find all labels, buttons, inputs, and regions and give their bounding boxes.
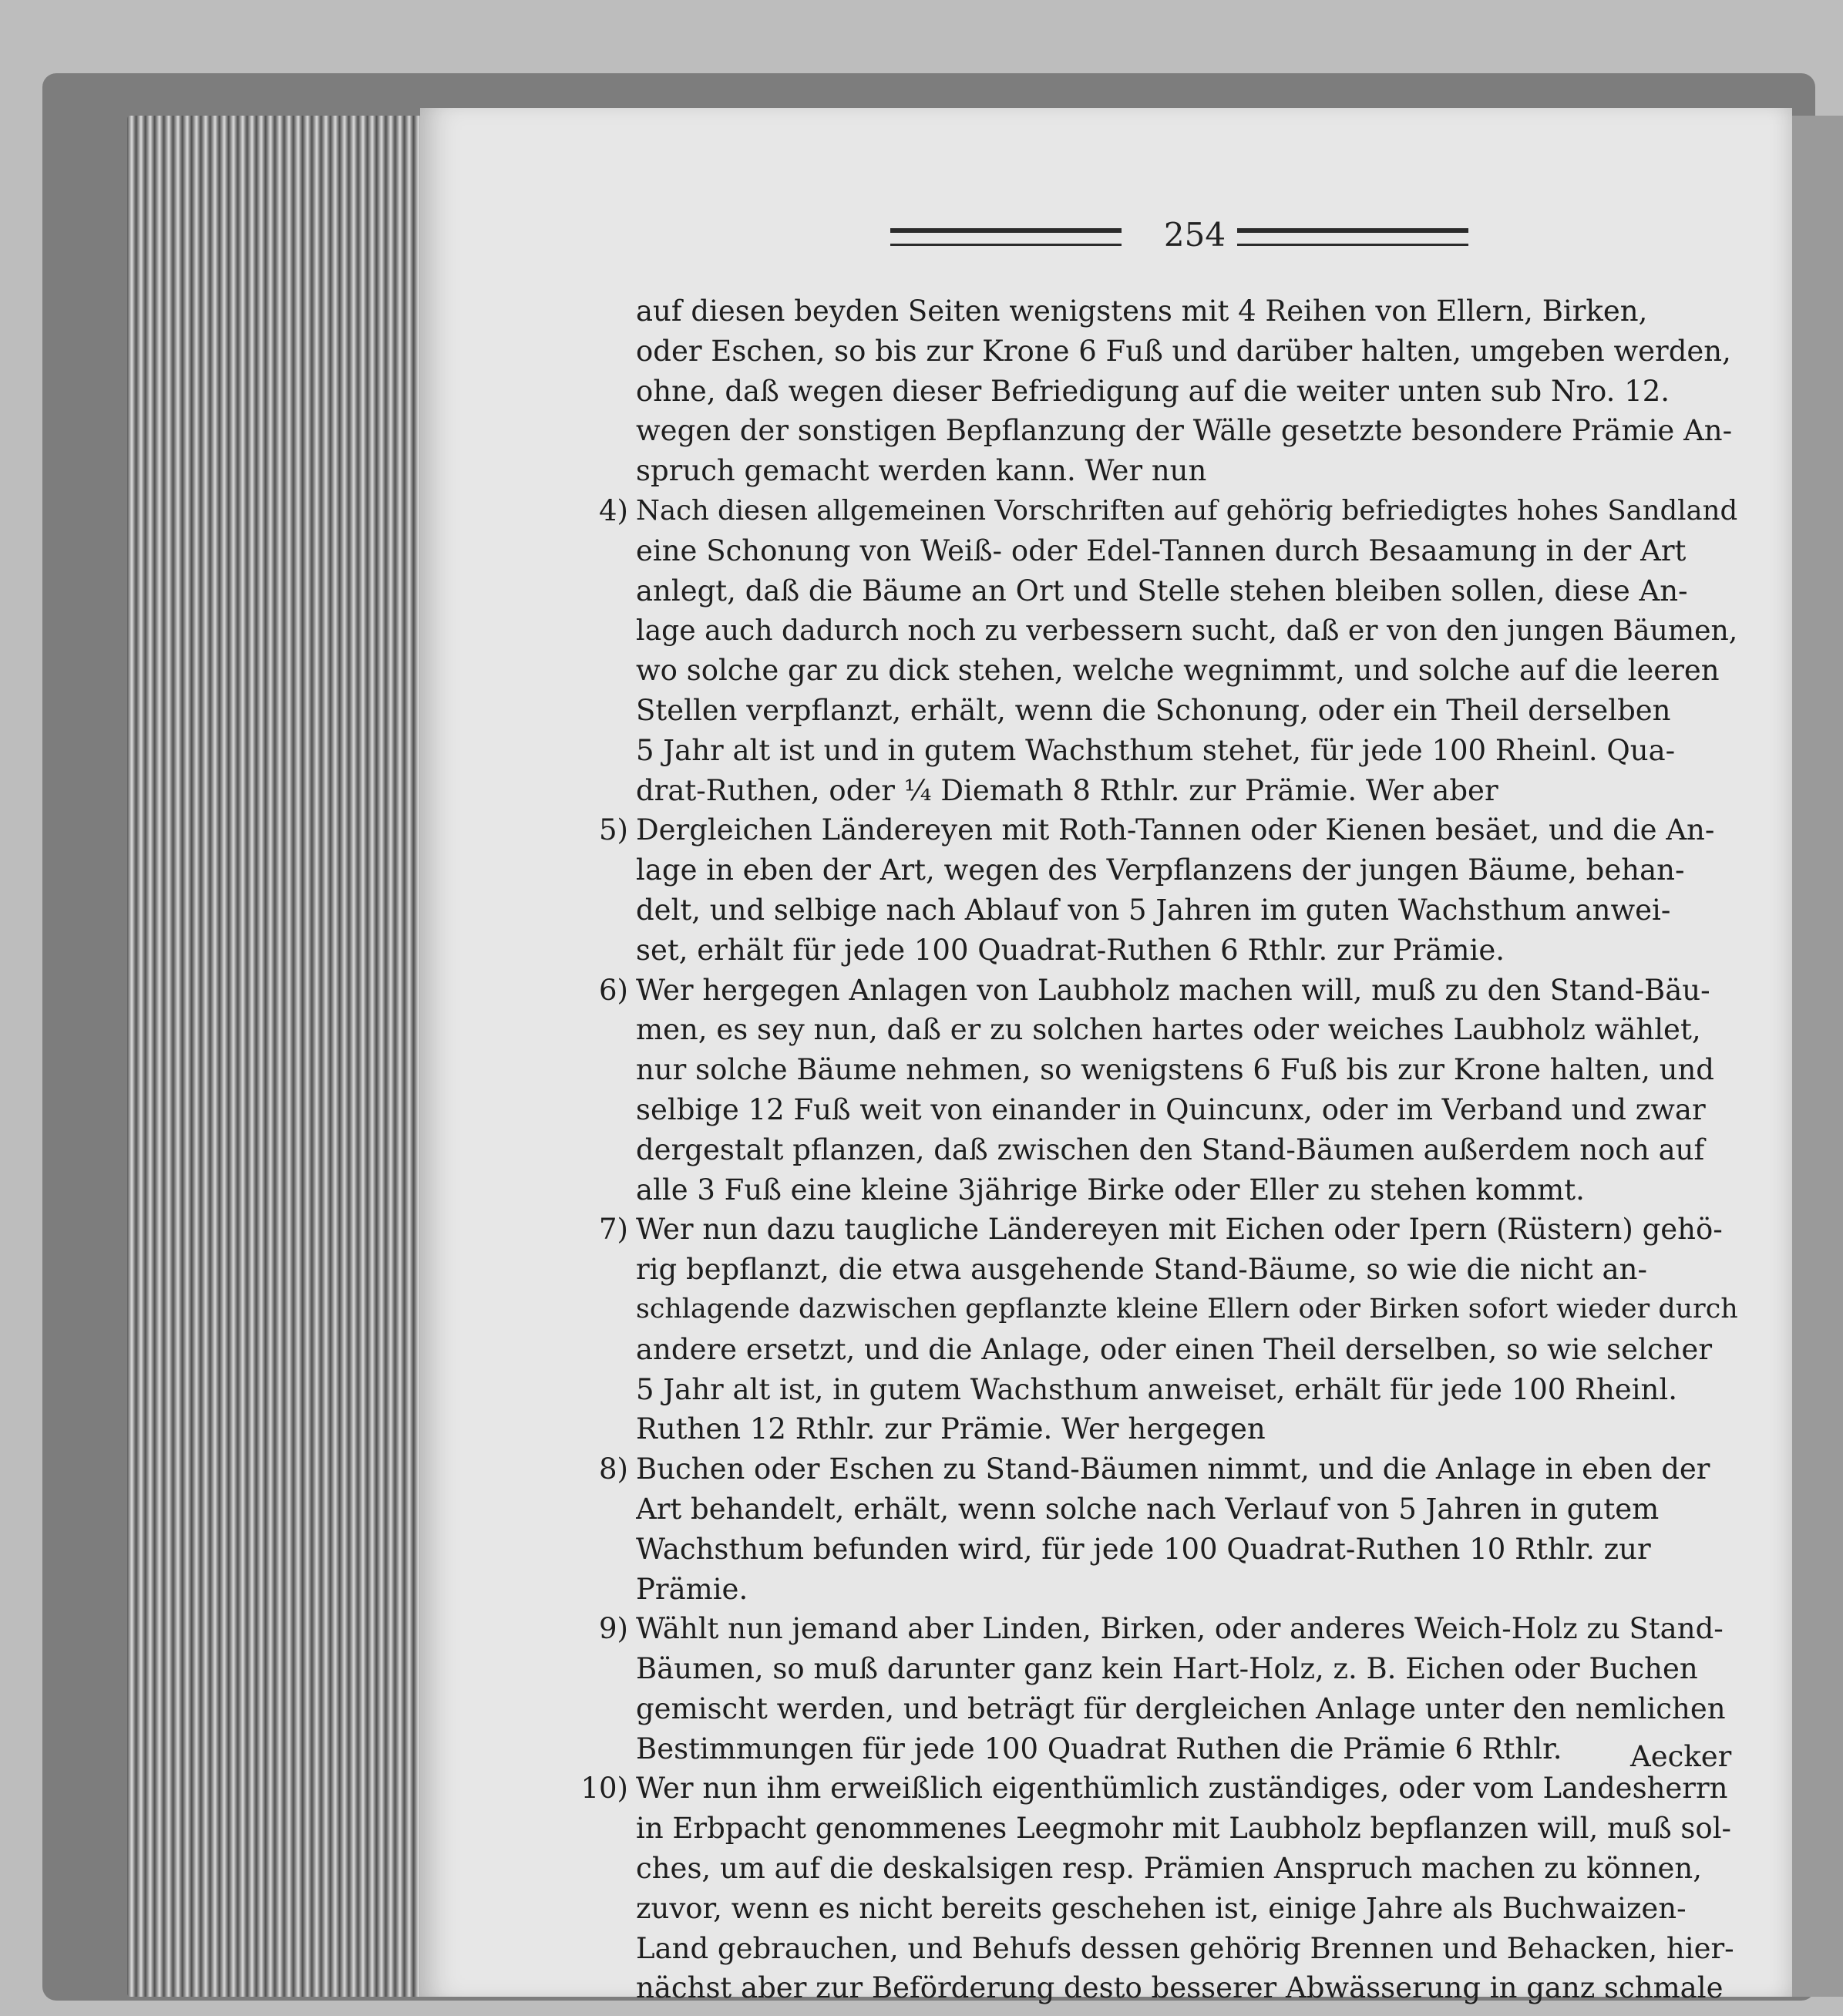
text-line: Buchen oder Eschen zu Stand-Bäumen nimmt, und die Anlage in eben der [636,1452,1710,1486]
paragraph-number: 10) [580,1772,628,1806]
numbered-items [580,491,1738,2008]
header-rule-right [1237,228,1468,246]
text-line: 5 Jahr alt ist und in gutem Wachsthum stehet, für jede 100 Rheinl. Qua- [636,733,1676,767]
text-line: Stellen verpflanzt, erhält, wenn die Schonung, oder ein Theil derselben [636,693,1671,727]
text-line: eine Schonung von Weiß- oder Edel-Tannen durch Besaamung in der Art [636,533,1687,567]
text-line: schlagende dazwischen gepflanzte kleine Ellern oder Birken sofort wieder durch [636,1293,1738,1324]
facing-page-edge [1792,116,1843,1997]
text-line: nächst aber zur Beförderung desto besserer Abwässerung in ganz schmale [636,1971,1724,2005]
text-line: drat-Ruthen, oder ¼ Diemath 8 Rthlr. zur Prämie. Wer aber [636,773,1498,807]
text-line: auf diesen beyden Seiten wenigstens mit 4 Reihen von Ellern, Birken, [636,294,1648,328]
text-line: Wachsthum befunden wird, für jede 100 Quadrat-Ruthen 10 Rthlr. zur [636,1532,1651,1566]
text-line: wegen der sonstigen Bepflanzung der Wälle gesetzte besondere Prämie An- [636,414,1733,448]
text-line: anlegt, daß die Bäume an Ort und Stelle stehen bleiben sollen, diese An- [636,574,1688,607]
text-line: in Erbpacht genommenes Leegmohr mit Laubholz bepflanzen will, muß sol- [636,1812,1732,1846]
text-line: lage in eben der Art, wegen des Verpflanzens der jungen Bäume, behan- [636,853,1685,887]
text-line: Land gebrauchen, und Behufs dessen gehörig Brennen und Behacken, hier- [636,1931,1734,1965]
text-line: Wer nun dazu taugliche Ländereyen mit Eichen oder Ipern (Rüstern) gehö- [636,1213,1723,1247]
text-line: ohne, daß wegen dieser Befriedigung auf die weiter unten sub Nro. 12. [636,374,1670,408]
text-line: Dergleichen Ländereyen mit Roth-Tannen oder Kienen besäet, und die An- [636,813,1715,847]
text-line: gemischt werden, und beträgt für dergleichen Anlage unter den nemlichen [636,1691,1726,1725]
text-line: andere ersetzt, und die Anlage, oder einen Theil derselben, so wie selcher [636,1332,1713,1366]
catchword: Aecker [1630,1740,1732,1773]
numbered-paragraph [599,1609,1738,1769]
page-number: 254 [1163,216,1226,254]
paragraph-number: 9) [599,1612,628,1646]
paragraph-number: 5) [599,813,628,847]
page-edges [127,116,428,1997]
body-text [580,291,1738,2008]
text-line: Art behandelt, erhält, wenn solche nach Verlauf von 5 Jahren in gutem [636,1492,1660,1526]
header-rule-left [890,228,1122,246]
text-line: delt, und selbige nach Ablauf von 5 Jahren im guten Wachsthum anwei- [636,893,1671,927]
text-line: 5 Jahr alt ist, in gutem Wachsthum anweiset, erhält für jede 100 Rheinl. [636,1372,1677,1406]
text-line: zuvor, wenn es nicht bereits geschehen ist, einige Jahre als Buchwaizen- [636,1891,1687,1925]
numbered-paragraph [599,810,1738,970]
text-line: Prämie. [636,1572,748,1606]
text-line: lage auch dadurch noch zu verbessern sucht, daß er von den jungen Bäumen, [636,614,1738,648]
text-line: Ruthen 12 Rthlr. zur Prämie. Wer hergegen [636,1412,1266,1446]
text-line: Wählt nun jemand aber Linden, Birken, oder anderes Weich-Holz zu Stand- [636,1612,1724,1646]
text-line: rig bepflanzt, die etwa ausgehende Stand-Bäume, so wie die nicht an- [636,1253,1647,1287]
text-line: wo solche gar zu dick stehen, welche wegnimmt, und solche auf die leeren [636,654,1720,688]
text-line: set, erhält für jede 100 Quadrat-Ruthen 6 Rthlr. zur Prämie. [636,933,1505,967]
numbered-paragraph [580,1769,1738,2008]
text-line: Wer hergegen Anlagen von Laubholz machen will, muß zu den Stand-Bäu- [636,973,1710,1007]
text-line: selbige 12 Fuß weit von einander in Quincunx, oder im Verband und zwar [636,1092,1706,1126]
page-header [890,216,1468,254]
text-line: Bäumen, so muß darunter ganz kein Hart-Holz, z. B. Eichen oder Buchen [636,1652,1698,1686]
numbered-paragraph [599,1210,1738,1449]
paragraph-number: 4) [599,493,628,527]
numbered-paragraph [599,491,1738,810]
text-line: oder Eschen, so bis zur Krone 6 Fuß und darüber halten, umgeben werden, [636,334,1731,368]
text-line: men, es sey nun, daß er zu solchen hartes oder weiches Laubholz wählet, [636,1013,1701,1047]
numbered-paragraph [599,1449,1738,1609]
paragraph-number: 8) [599,1452,628,1486]
text-line: ches, um auf die deskalsigen resp. Prämien Anspruch machen zu können, [636,1852,1703,1886]
paragraph-number: 6) [599,973,628,1007]
text-line: Nach diesen allgemeinen Vorschriften auf gehörig befriedigtes hohes Sandland [636,494,1738,527]
paragraph-number: 7) [599,1213,628,1247]
intro-paragraph [636,291,1738,491]
text-line: Wer nun ihm erweißlich eigenthümlich zuständiges, oder vom Landesherrn [636,1772,1728,1806]
numbered-paragraph [599,971,1738,1210]
text-line: Bestimmungen für jede 100 Quadrat Ruthen die Prämie 6 Rthlr. [636,1732,1562,1765]
text-line: alle 3 Fuß eine kleine 3jährige Birke oder Eller zu stehen kommt. [636,1173,1585,1207]
text-line: nur solche Bäume nehmen, so wenigstens 6 Fuß bis zur Krone halten, und [636,1053,1714,1087]
text-line: dergestalt pflanzen, daß zwischen den Stand-Bäumen außerdem noch auf [636,1133,1705,1166]
text-line: spruch gemacht werden kann. Wer nun [636,454,1207,488]
